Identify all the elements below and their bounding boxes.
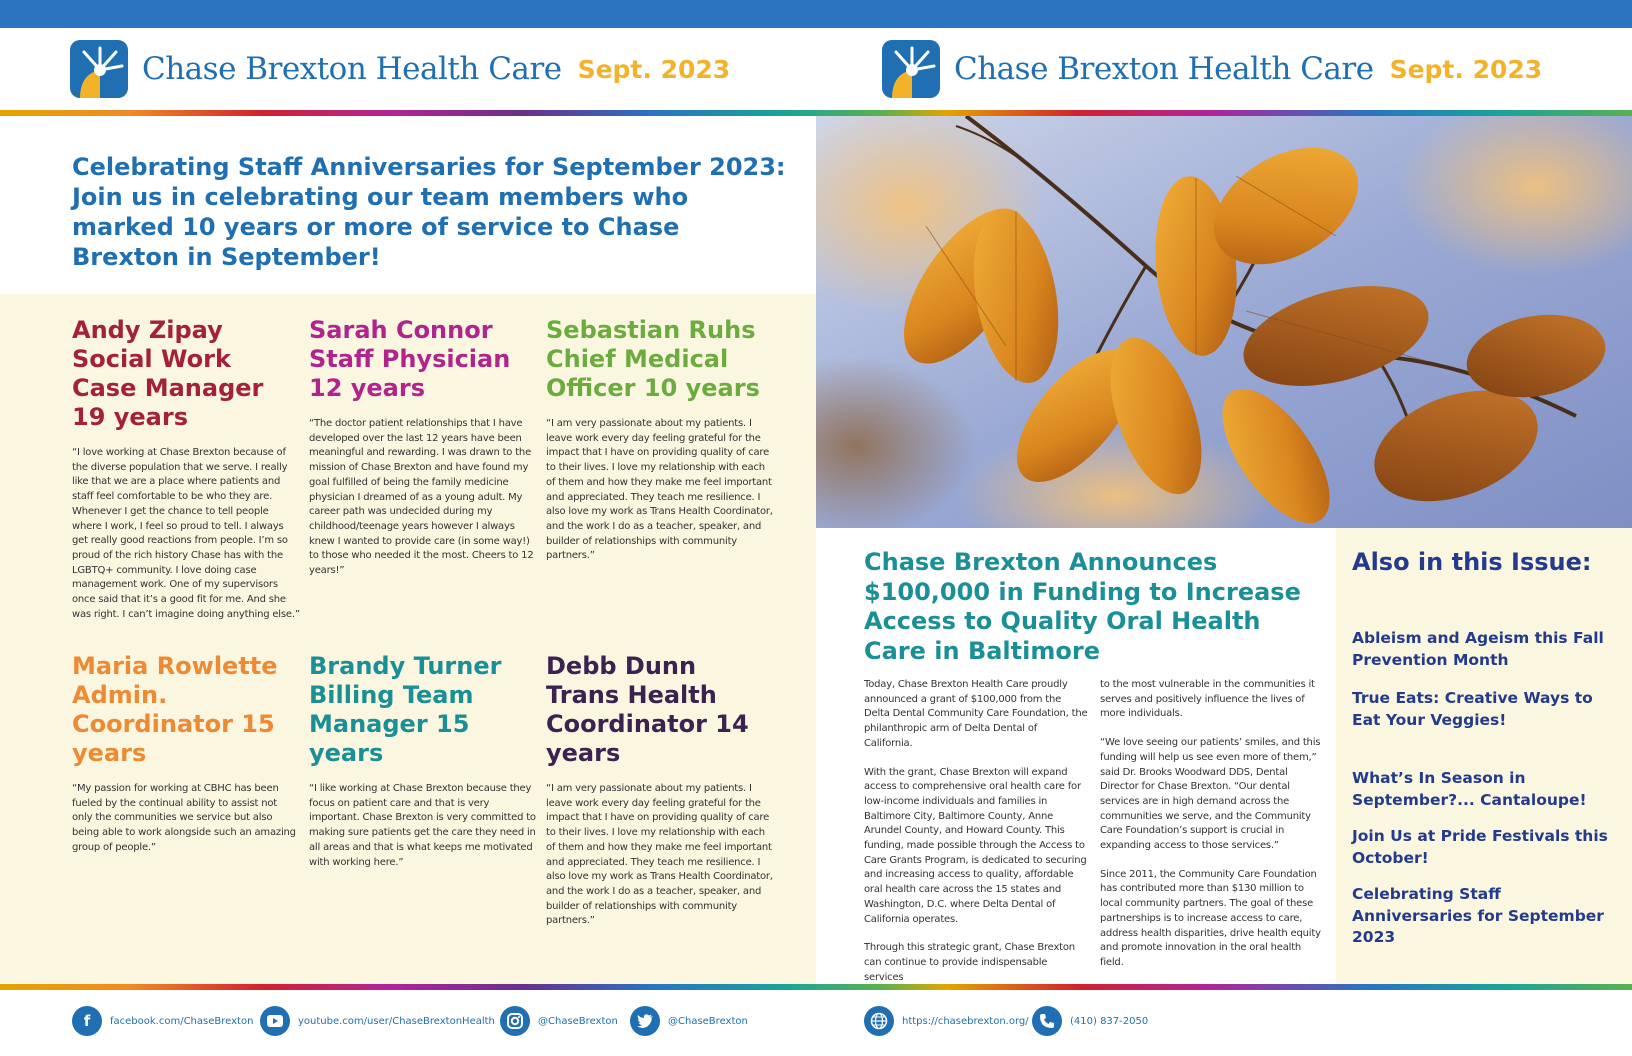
headline-section [0, 116, 816, 294]
article-paragraph: With the grant, Chase Brexton will expand access to comprehensive oral health care for low-income individuals and families in Baltimore City, Baltimore County, Anne Arundel County, and Howard County. This funding, made possible through the Access to Care Grants Program, is dedicated to securing and increasing access to quality, affordable oral health care across the 15 states and Washington, D.C. where Delta Dental of California operates. [864, 766, 1087, 925]
top-bar [0, 0, 1632, 28]
youtube-icon [260, 1006, 290, 1036]
sidebar-link[interactable]: True Eats: Creative Ways to Eat Your Veggies! [1352, 689, 1593, 729]
autumn-leaves-image [816, 116, 1632, 528]
globe-icon [864, 1006, 894, 1036]
twitter-icon [630, 1006, 660, 1036]
instagram-link[interactable] [500, 1006, 618, 1036]
staff-title: Debb Dunn Trans Health Coordinator 14 years [546, 652, 749, 767]
staff-title: Andy Zipay Social Work Case Manager 19 years [72, 316, 264, 431]
article-column-2 [1100, 678, 1324, 985]
logo-sunburst-icon [882, 40, 940, 98]
staff-title: Sebastian Ruhs Chief Medical Officer 10 years [546, 316, 760, 402]
twitter-handle[interactable]: @ChaseBrexton [668, 1015, 748, 1027]
phone-number[interactable]: (410) 837-2050 [1070, 1015, 1149, 1027]
website-url[interactable]: https://chasebrexton.org/ [902, 1015, 1029, 1027]
facebook-icon: f [72, 1006, 102, 1036]
facebook-link[interactable] [72, 1006, 253, 1036]
masthead-right [816, 28, 1632, 110]
article-section [816, 528, 1336, 984]
brand-name: Chase Brexton Health Care [954, 51, 1374, 87]
article-paragraph: Today, Chase Brexton Health Care proudly announced a grant of $100,000 from the Delta Dental Community Care Foundation, the philanthropic arm of Delta Dental of California. [864, 679, 1088, 749]
article-paragraph: Through this strategic grant, Chase Brexton can continue to provide indispensable services [864, 942, 1075, 983]
staff-quote: “I am very passionate about my patients. I leave work every day feeling grateful for the impact that I have on providing quality of care to their lives. I love my relationship with each of them and how they make me feel important and appreciated. They teach me resilience. I also love my work as Trans Health Coordinator, and the work I do as a teacher, speaker, and builder of relationships with community partners.” [546, 418, 773, 562]
instagram-icon [500, 1006, 530, 1036]
staff-quote: “I like working at Chase Brexton because they focus on patient care and that is very important. Chase Brexton is very committed to making sure patients get the care they need in all areas and that is what keeps me motivated with working here.” [309, 783, 536, 868]
sidebar-link[interactable]: Join Us at Pride Festivals this October! [1352, 827, 1608, 867]
article-title: Chase Brexton Announces $100,000 in Funding to Increase Access to Quality Oral Health Care in Baltimore [864, 548, 1301, 665]
staff-card [309, 652, 537, 870]
page-headline: Celebrating Staff Anniversaries for September 2023: Join us in celebrating our team members who marked 10 years or more of service to Chase Brexton in September! [72, 153, 786, 271]
staff-quote: “I love working at Chase Brexton because of the diverse population that we serve. I really like that we are a place where patients and staff feel comfortable to be who they are. Whenever I get the chance to tell people where I work, I feel so proud to tell. I always get really good reactions from people. I’m so proud of the rich history Chase has with the LGBTQ+ community. I love doing case management work. One of my supervisors once said that it’s a good fit for me. And she was right. I can’t imagine doing anything else.” [72, 447, 300, 620]
autumn-leaves-photo [816, 116, 1632, 528]
staff-card [309, 316, 537, 579]
footer [0, 990, 1632, 1056]
also-in-issue-sidebar [1336, 528, 1632, 984]
youtube-handle[interactable]: youtube.com/user/ChaseBrextonHealth [298, 1015, 495, 1027]
staff-title: Sarah Connor Staff Physician 12 years [309, 316, 511, 402]
logo-sunburst-icon [70, 40, 128, 98]
staff-card [72, 652, 300, 856]
sidebar-title: Also in this Issue: [1352, 548, 1592, 576]
article-paragraph: “We love seeing our patients’ smiles, and this funding will help us see even more of them,” said Dr. Brooks Woodward DDS, Dental Director for Chase Brexton. “Our dental services are in high demand across the communities we serve, and the Community Care Foundation’s support is crucial in expanding access to those services.” [1100, 737, 1321, 852]
twitter-link[interactable] [630, 1006, 748, 1036]
sidebar-link[interactable]: What’s In Season in September?... Cantaloupe! [1352, 769, 1587, 809]
facebook-handle[interactable]: facebook.com/ChaseBrexton [110, 1015, 254, 1027]
staff-card [546, 652, 774, 929]
website-link[interactable] [864, 1006, 1029, 1036]
article-column-1 [864, 678, 1088, 999]
staff-card [72, 316, 300, 622]
instagram-handle[interactable]: @ChaseBrexton [538, 1015, 618, 1027]
youtube-link[interactable] [260, 1006, 495, 1036]
issue-date: Sept. 2023 [577, 54, 731, 84]
staff-quote: “The doctor patient relationships that I have developed over the last 12 years have been meaningful and rewarding. I was drawn to the mission of Chase Brexton and have found my goal fulfilled of being the family medicine physician I dreamed of as a young adult. My career path was undecided during my childhood/teenage years however I always knew I wanted to provide care (in some way!) to those who needed it the most. Cheers to 12 years!” [309, 418, 534, 577]
sidebar-link[interactable]: Ableism and Ageism this Fall Prevention Month [1352, 629, 1604, 669]
phone-icon [1032, 1006, 1062, 1036]
brand-name: Chase Brexton Health Care [142, 51, 562, 87]
staff-quote: “I am very passionate about my patients. I leave work every day feeling grateful for the impact that I have on providing quality of care to their lives. I love my relationship with each of them and how they make me feel important and appreciated. They teach me resilience. I also love my work as Trans Health Coordinator, and the work I do as a teacher, speaker, and builder of relationships with community partners.” [546, 783, 773, 927]
phone-link[interactable] [1032, 1006, 1148, 1036]
staff-title: Maria Rowlette Admin. Coordinator 15 years [72, 652, 278, 767]
staff-quote: “My passion for working at CBHC has been fueled by the continual ability to assist not only the communities we service but also being able to work alongside such an amazing group of people.” [72, 783, 296, 853]
article-paragraph: Since 2011, the Community Care Foundation has contributed more than $130 million to local community partners. The goal of these partnerships is to increase access to care, address health disparities, drive health equity and promote innovation in the oral health field. [1100, 868, 1321, 968]
issue-date: Sept. 2023 [1389, 54, 1543, 84]
article-paragraph: to the most vulnerable in the communities it serves and positively influence the lives of more individuals. [1100, 679, 1315, 720]
staff-card [546, 316, 774, 564]
masthead-left [0, 28, 816, 110]
staff-title: Brandy Turner Billing Team Manager 15 years [309, 652, 502, 767]
staff-section [0, 294, 816, 984]
sidebar-link[interactable]: Celebrating Staff Anniversaries for September 2023 [1352, 885, 1604, 946]
